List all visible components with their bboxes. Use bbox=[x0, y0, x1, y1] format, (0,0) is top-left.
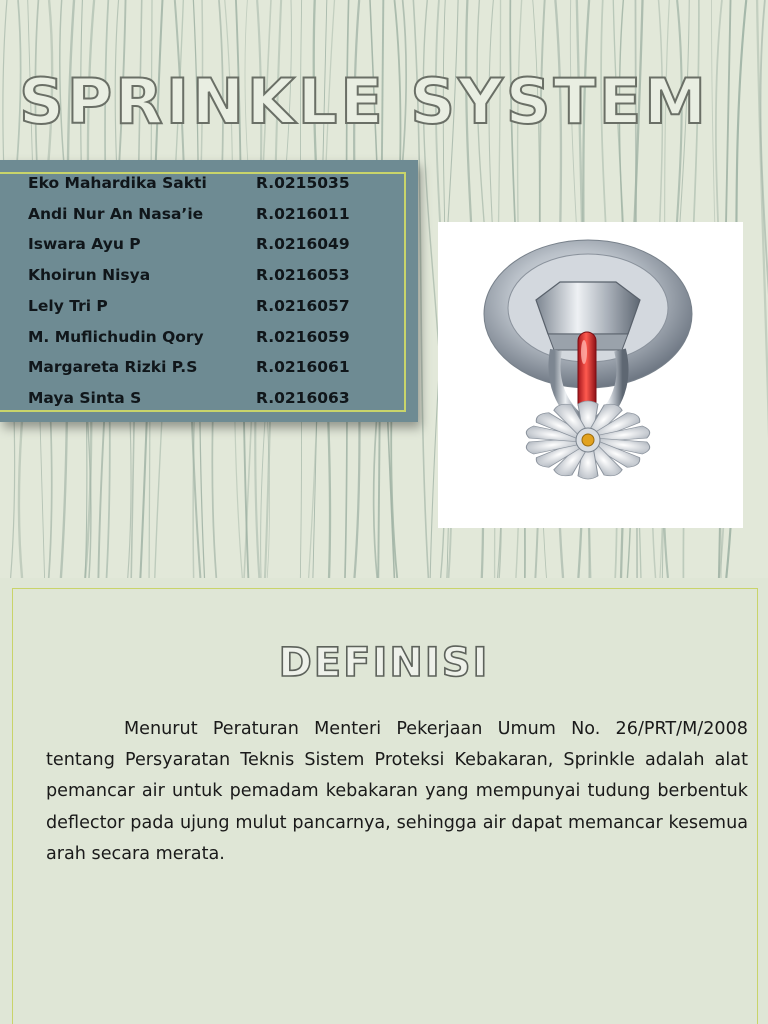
member-row bbox=[28, 352, 388, 382]
sprinkler-photo bbox=[438, 222, 743, 528]
fire-sprinkler-icon bbox=[438, 222, 743, 528]
slide-definition bbox=[0, 578, 768, 1024]
presentation-title: SPRINKLE SYSTEM bbox=[19, 65, 709, 138]
member-id: R.0215035 bbox=[256, 174, 350, 192]
member-id: R.0216011 bbox=[256, 204, 350, 223]
member-row bbox=[28, 229, 388, 259]
member-row bbox=[28, 260, 388, 290]
definition-title: DEFINISI bbox=[278, 640, 490, 686]
member-id: R.0216053 bbox=[256, 266, 350, 285]
member-id: R.0216063 bbox=[256, 388, 350, 407]
member-name: Eko Mahardika Sakti bbox=[28, 174, 207, 192]
definition-paragraph: Menurut Peraturan Menteri Pekerjaan Umum No. 26/PRT/M/2008 tentang Persyaratan Teknis Sistem Proteksi Kebakaran, Sprinkle adalah alat pemancar air untuk pemadam kebakaran yang mempunyai tudung berbentuk deflector pada ujung mulut pancarnya, sehingga air dapat memancar kesemua arah secara merata. bbox=[46, 719, 748, 864]
member-name: Lely Tri P bbox=[28, 296, 108, 315]
member-name: Andi Nur An Nasa’ie bbox=[28, 204, 204, 223]
member-row bbox=[28, 199, 388, 229]
member-name: Maya Sinta S bbox=[28, 388, 142, 407]
members-panel bbox=[0, 160, 418, 422]
member-name: Iswara Ayu P bbox=[28, 235, 141, 254]
member-row bbox=[28, 168, 388, 198]
member-row bbox=[28, 291, 388, 321]
member-name: Margareta Rizki P.S bbox=[28, 358, 198, 377]
member-id: R.0216057 bbox=[256, 296, 350, 315]
member-row bbox=[28, 322, 388, 352]
member-name: M. Muflichudin Qory bbox=[28, 327, 204, 346]
member-id: R.0216061 bbox=[256, 358, 350, 377]
member-id: R.0216049 bbox=[256, 235, 350, 254]
member-id: R.0216059 bbox=[256, 327, 350, 346]
member-row bbox=[28, 383, 388, 413]
member-name: Khoirun Nisya bbox=[28, 266, 151, 285]
